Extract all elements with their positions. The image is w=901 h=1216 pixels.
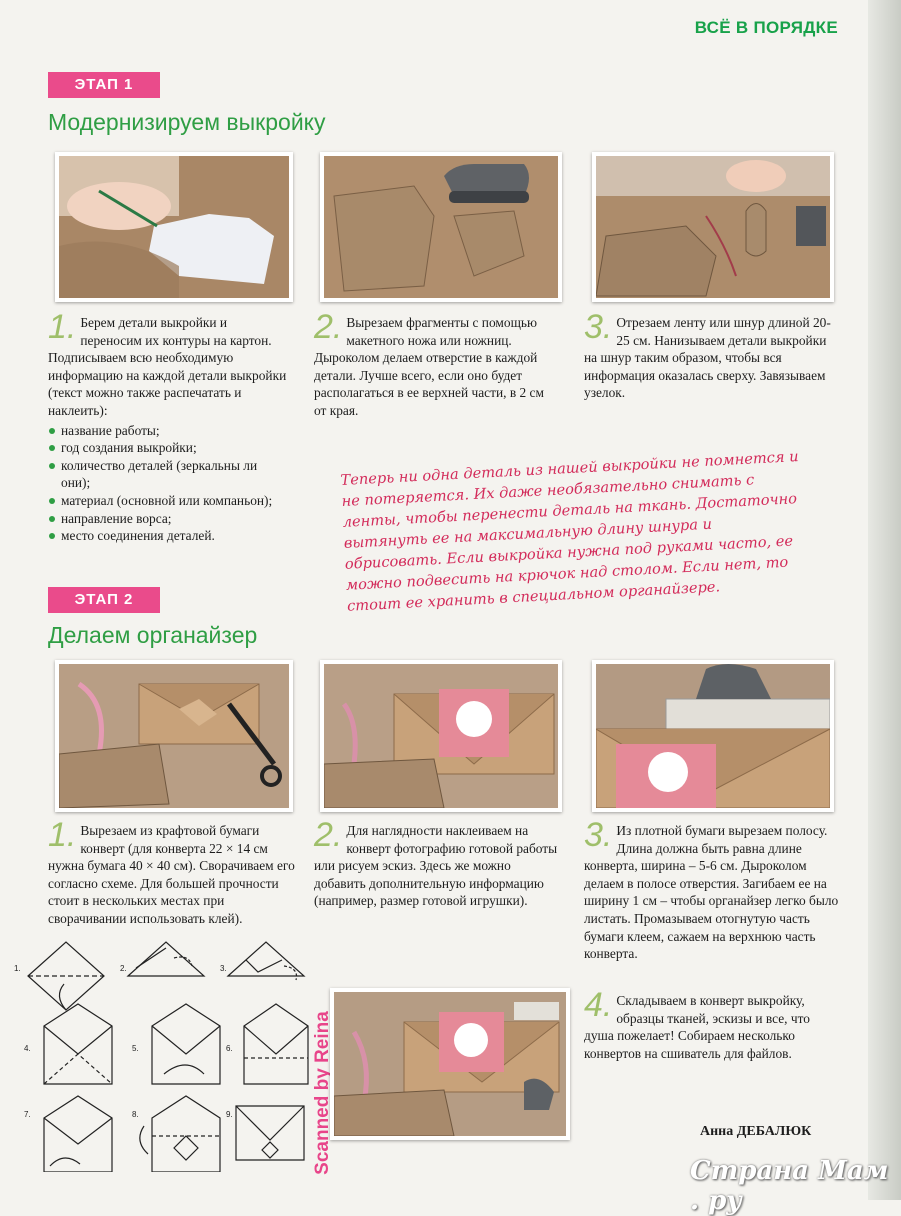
section-title: ВСЁ В ПОРЯДКЕ (694, 18, 838, 37)
bullet-list (48, 422, 288, 545)
step-number: 2. (314, 816, 343, 854)
diagram-step-3 (228, 942, 304, 980)
stage-2-heading: Делаем органайзер (48, 622, 258, 648)
step-text: Отрезаем ленту или шнур длиной 20-25 см. Нанизываем детали выкройки на шнур таким образом, чтобы вся информация оказалась сверху. Завязываем узелок. (584, 315, 831, 401)
folding-diagram (14, 936, 310, 1172)
stage-2-photo-4 (330, 988, 570, 1140)
stage-2-photo-3 (592, 660, 834, 812)
stage-1-photo-3 (592, 152, 834, 302)
diagram-step-6 (244, 1004, 308, 1084)
stage-2-photo-1 (55, 660, 293, 812)
step-text: Вырезаем фрагменты с помощью макетного ножа или ножниц. Дыроколом делаем отверстие в каждой детали. Лучше всего, если оно будет располагаться в ее верхней части, в 2 см от края. (314, 315, 544, 418)
stage-1-step-1 (48, 308, 288, 545)
step-text: Складываем в конверт выкройку, образцы тканей, эскизы и все, что душа пожелает! Собираем несколько конвертов на сшиватель для файлов. (584, 993, 810, 1061)
stage-1-step-3 (584, 308, 834, 402)
list-item: название работы; (48, 422, 288, 440)
diagram-step-7 (44, 1096, 112, 1172)
step-number: 1. (48, 308, 77, 346)
list-item: год создания выкройки; (48, 439, 288, 457)
stage-1-step-2 (314, 308, 554, 420)
diagram-label-5: 5. (132, 1044, 139, 1053)
stage-2-step-3 (584, 816, 839, 963)
step-number: 3. (584, 816, 613, 854)
diagram-label-8: 8. (132, 1110, 139, 1119)
diagram-step-2 (128, 942, 204, 976)
step-text: Из плотной бумаги вырезаем полосу. Длина должна быть равна длине конверта, ширина – 5-6 см. Дыроколом делаем в полосе отверстия. Загибаем ее на ширину 1 см – чтобы органайзер легко было листать. Промазываем отогнутую часть бумаги клеем, сажаем на верхнюю часть конверта. (584, 823, 839, 962)
site-watermark: Страна Мам . ру (690, 1156, 889, 1216)
diagram-step-8 (140, 1096, 220, 1172)
diagram-label-3: 3. (220, 964, 227, 973)
scanned-by-text: Scanned by Reina (312, 1010, 333, 1175)
diagram-step-4 (44, 1004, 112, 1084)
list-item: материал (основной или компаньон); (48, 492, 288, 510)
diagram-step-5 (152, 1004, 220, 1084)
diagram-label-2: 2. (120, 964, 127, 973)
stage-2-step-2 (314, 816, 559, 910)
stage-1-heading: Модернизируем выкройку (48, 109, 326, 135)
step-number: 3. (584, 308, 613, 346)
diagram-label-6: 6. (226, 1044, 233, 1053)
step-number: 4. (584, 986, 613, 1024)
diagram-label-7: 7. (24, 1110, 31, 1119)
stage-2-step-1 (48, 816, 298, 928)
handwritten-note: Теперь ни одна деталь из нашей выкройки не помнется и не потеряется. Их даже необязательно снимать с ленты, чтобы перенести деталь на ткань. Достаточно вытянуть ее на максимальную длину шнура и обрисовать. Если выкройка нужна под руками часто, ее можно подвесить на крючок над столом. Если нет, то стоит ее хранить в специальном органайзере. (340, 447, 799, 615)
step-text: Вырезаем из крафтовой бумаги конверт (для конверта 22 × 14 см нужна бумага 40 × 40 см). Сворачиваем его согласно схеме. Для большей прочности стоит в нескольких местах при сворачивании использовать клей). (48, 823, 295, 926)
list-item: место соединения деталей. (48, 527, 288, 545)
diagram-label-9: 9. (226, 1110, 233, 1119)
step-text: Для наглядности наклеиваем на конверт фотографию готовой работы или рисуем эскиз. Здесь же можно добавить дополнительную информацию (например, размер готовой игрушки). (314, 823, 558, 909)
page-edge (868, 0, 901, 1200)
list-item: направление ворса; (48, 510, 288, 528)
stage-2-badge: ЭТАП 2 (48, 587, 160, 613)
stage-1-photo-2 (320, 152, 562, 302)
step-number: 2. (314, 308, 343, 346)
stage-1-photo-1 (55, 152, 293, 302)
step-text: Берем детали выкройки и переносим их контуры на картон. Подписываем всю необходимую информацию на каждой детали выкройки (текст можно также распечатать и наклеить): (48, 315, 287, 418)
diagram-label-4: 4. (24, 1044, 31, 1053)
stage-1-badge: ЭТАП 1 (48, 72, 160, 98)
stage-2-photo-2 (320, 660, 562, 812)
list-item: количество деталей (зеркальны ли они); (48, 457, 288, 492)
diagram-step-9 (236, 1106, 304, 1160)
stage-2-step-4 (584, 986, 839, 1062)
diagram-label-1: 1. (14, 964, 21, 973)
diagram-step-1 (28, 942, 104, 1010)
step-number: 1. (48, 816, 77, 854)
author-name: Анна ДЕБАЛЮК (700, 1124, 812, 1139)
